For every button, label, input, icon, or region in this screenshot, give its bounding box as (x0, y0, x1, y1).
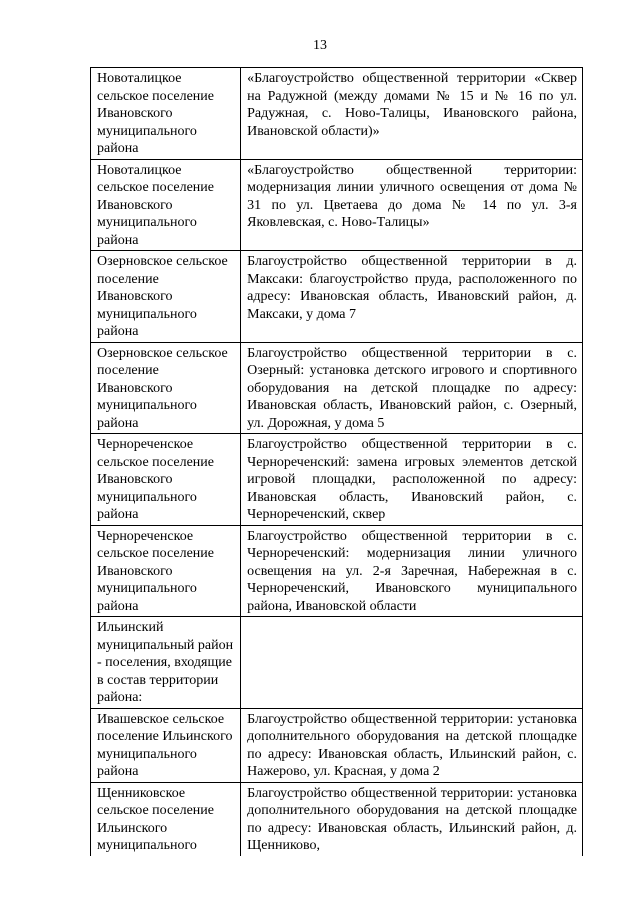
table-row (91, 617, 583, 709)
settlement-cell: Щенниковское сельское поселение Ильинского муниципального (91, 782, 241, 856)
settlement-cell: Озерновское сельское поселение Ивановского муниципального района (91, 342, 241, 434)
settlement-cell: Озерновское сельское поселение Ивановского муниципального района (91, 251, 241, 343)
project-cell: Благоустройство общественной территории: установка дополнительного оборудования на детской площадке по адресу: Ивановская область, Ильинский район, с. Нажерово, ул. Красная, у дома 2 (241, 708, 583, 782)
project-cell: Благоустройство общественной территории в с. Чернореченский: модернизация линии уличного освещения на ул. 2-я Заречная, Набережная в с. Чернореченский, Ивановского муниципального района, Ивановской области (241, 525, 583, 617)
district-header-cell: Ильинский муниципальный район - поселения, входящие в состав территории района: (91, 617, 241, 709)
table-row (91, 342, 583, 434)
table-row (91, 525, 583, 617)
table-row (91, 434, 583, 526)
settlement-cell: Чернореченское сельское поселение Ивановского муниципального района (91, 434, 241, 526)
project-cell: Благоустройство общественной территории: установка дополнительного оборудования на детской площадке по адресу: Ивановская область, Ильинский район, д. Щенниково, (241, 782, 583, 856)
projects-table (90, 67, 583, 856)
table-row (91, 251, 583, 343)
project-cell: Благоустройство общественной территории в с. Озерный: установка детского игрового и спортивного оборудования на детской площадке по адресу: Ивановская область, Ивановский район, с. Озерный, ул. Дорожная, у дома 5 (241, 342, 583, 434)
table-row (91, 708, 583, 782)
settlement-cell: Ивашевское сельское поселение Ильинского муниципального района (91, 708, 241, 782)
page-number: 13 (313, 38, 327, 53)
project-cell: Благоустройство общественной территории в с. Чернореченский: замена игровых элементов детской игровой площадки, расположенной по адресу: Ивановская область, Ивановский район, с. Чернореченский, сквер (241, 434, 583, 526)
settlement-cell: Новоталицкое сельское поселение Ивановского муниципального района (91, 159, 241, 251)
project-cell: «Благоустройство общественной территории: модернизация линии уличного освещения от дома № 31 по ул. Цветаева до дома № 14 по ул. 3-я Яковлевская, с. Ново-Талицы» (241, 159, 583, 251)
project-cell: «Благоустройство общественной территории «Сквер на Радужной (между домами № 15 и № 16 по ул. Радужная, с. Ново-Талицы, Ивановского района, Ивановской области)» (241, 68, 583, 160)
project-cell-empty (241, 617, 583, 709)
settlement-cell: Новоталицкое сельское поселение Ивановского муниципального района (91, 68, 241, 160)
table-row (91, 782, 583, 856)
settlement-cell: Чернореченское сельское поселение Ивановского муниципального района (91, 525, 241, 617)
table-row (91, 159, 583, 251)
table-row (91, 68, 583, 160)
project-cell: Благоустройство общественной территории в д. Максаки: благоустройство пруда, расположенного по адресу: Ивановская область, Ивановский район, д. Максаки, у дома 7 (241, 251, 583, 343)
